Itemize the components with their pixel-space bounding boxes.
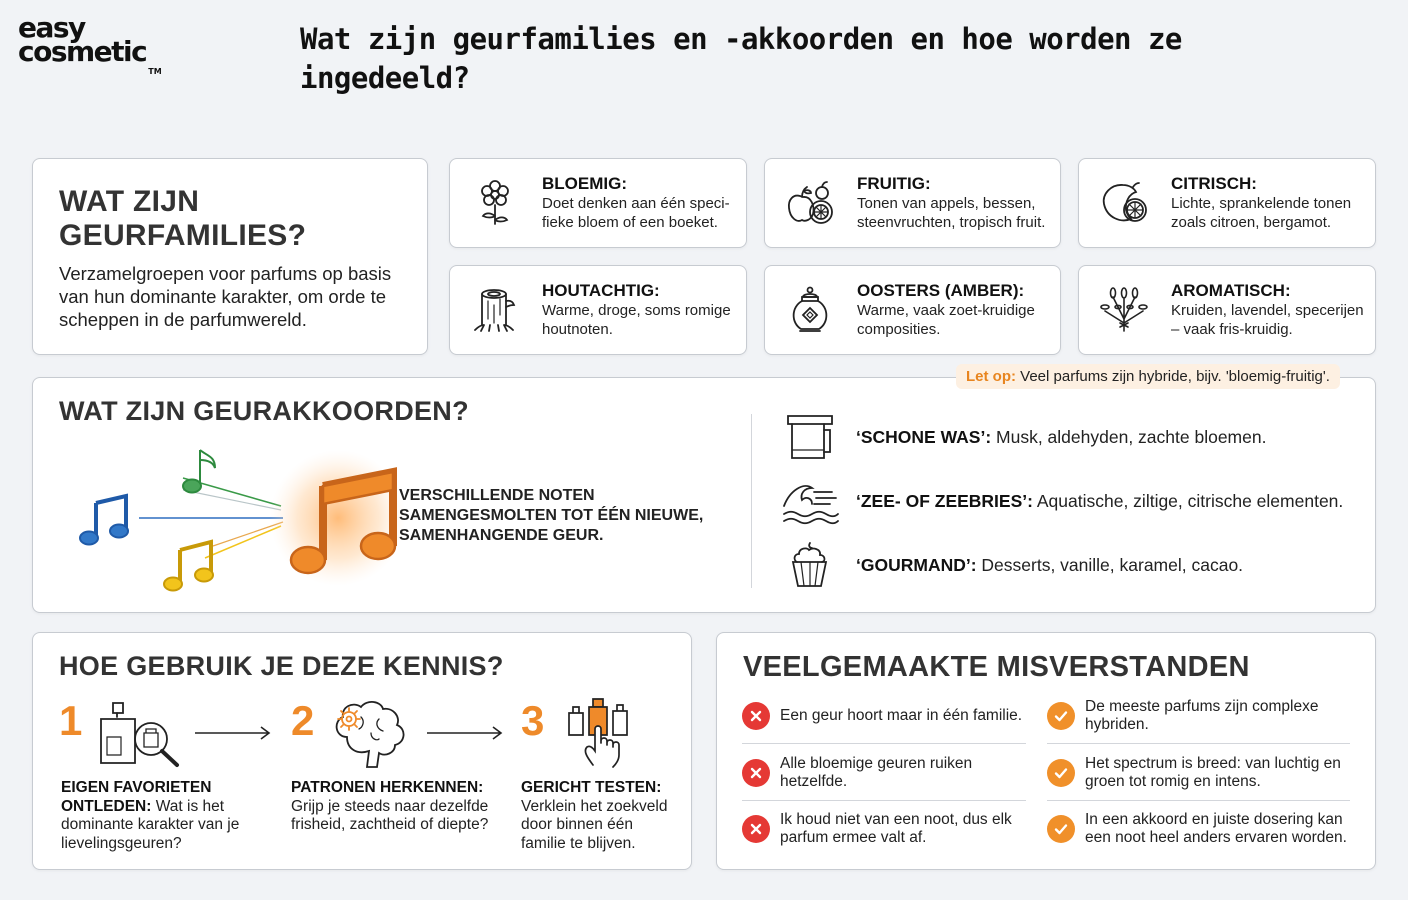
family-desc: Warme, droge, soms romige houtnoten. xyxy=(542,302,731,338)
usage-step-3: GERICHT TESTEN: Verklein het zoekveld door binnen één familie te blijven. xyxy=(521,779,668,852)
arrow-icon xyxy=(425,725,505,741)
bottles-hand-icon xyxy=(563,695,639,771)
brand-line1: easy xyxy=(18,11,85,44)
families-intro-card xyxy=(32,158,428,355)
step-number: 3 xyxy=(521,697,545,744)
misconceptions-heading: VEELGEMAAKTE MISVERSTANDEN xyxy=(743,651,1250,683)
accord-example-schone-was: ‘SCHONE WAS’: Musk, aldehyden, zachte bloemen. xyxy=(780,412,1266,462)
cupcake-icon xyxy=(780,540,840,590)
arrow-icon xyxy=(193,725,273,741)
family-title: HOUTACHTIG: xyxy=(542,281,660,300)
towel-icon xyxy=(780,412,840,462)
check-icon xyxy=(1047,759,1075,787)
families-heading: WAT ZIJN GEURFAMILIES? xyxy=(59,185,307,252)
accords-heading: WAT ZIJN GEURAKKOORDEN? xyxy=(59,396,469,426)
misconceptions-divider xyxy=(742,743,1026,744)
amber-jar-icon xyxy=(785,285,835,335)
family-desc: Doet denken aan één speci-fieke bloem of een boeket. xyxy=(542,195,730,231)
fact-item: De meeste parfums zijn complexe hybriden. xyxy=(1047,696,1357,736)
family-card-aromatisch xyxy=(1078,265,1376,355)
family-desc: Warme, vaak zoet-kruidige composities. xyxy=(857,302,1035,338)
myth-item: Alle bloemige geuren ruiken hetzelfde. xyxy=(742,753,1032,793)
wave-icon xyxy=(780,476,840,526)
accords-description: VERSCHILLENDE NOTEN SAMENGESMOLTEN TOT ÉÉN NIEUWE, SAMENHANGENDE GEUR. xyxy=(399,487,704,544)
families-description: Verzamelgroepen voor parfums op basis van hun dominante karakter, om orde te scheppen in de parfumwereld. xyxy=(59,263,392,330)
citrus-icon xyxy=(1099,178,1149,228)
misconceptions-divider xyxy=(1047,800,1350,801)
perfume-magnifier-icon xyxy=(95,697,185,769)
wrong-icon xyxy=(742,815,770,843)
family-title: AROMATISCH: xyxy=(1171,281,1291,300)
misconceptions-divider xyxy=(742,800,1026,801)
tree-stump-icon xyxy=(470,285,520,335)
step-number: 2 xyxy=(291,697,315,744)
family-title: FRUITIG: xyxy=(857,174,931,193)
brand-logo xyxy=(18,11,162,76)
usage-heading: HOE GEBRUIK JE DEZE KENNIS? xyxy=(59,651,504,681)
brand-line2: cosmetic™ xyxy=(18,35,162,76)
family-desc: Lichte, sprankelende tonen zoals citroen, bergamot. xyxy=(1171,195,1352,231)
family-title: BLOEMIG: xyxy=(542,174,627,193)
misconceptions-divider xyxy=(1047,743,1350,744)
accords-vertical-divider xyxy=(751,414,752,588)
usage-step-1: EIGEN FAVORIETEN ONTLEDEN: Wat is het dominante karakter van je lievelingsgeuren? xyxy=(61,779,240,852)
hybrid-note: Let op: Veel parfums zijn hybride, bijv. 'bloemig-fruitig'. xyxy=(956,364,1340,389)
family-title: CITRISCH: xyxy=(1171,174,1257,193)
step-number: 1 xyxy=(59,697,83,744)
family-desc: Tonen van appels, bessen, steenvruchten, tropisch fruit. xyxy=(857,195,1046,231)
family-card-bloemig xyxy=(449,158,747,248)
check-icon xyxy=(1047,702,1075,730)
family-card-fruitig xyxy=(764,158,1061,248)
wrong-icon xyxy=(742,759,770,787)
family-card-houtachtig xyxy=(449,265,747,355)
flower-icon xyxy=(470,178,520,228)
fact-item: Het spectrum is breed: van luchtig en groen tot romig en intens. xyxy=(1047,753,1357,793)
fruit-icon xyxy=(785,178,835,228)
page-title: Wat zijn geurfamilies en -akkoorden en hoe worden ze ingedeeld? xyxy=(300,22,1182,95)
family-card-oosters xyxy=(764,265,1061,355)
myth-item: Een geur hoort maar in één familie. xyxy=(742,702,1032,730)
family-card-citrisch xyxy=(1078,158,1376,248)
myth-item: Ik houd niet van een noot, dus elk parfum ermee valt af. xyxy=(742,809,1032,849)
accord-example-zee: ‘ZEE- OF ZEEBRIES’: Aquatische, ziltige, citrische elementen. xyxy=(780,476,1343,526)
herbs-icon xyxy=(1099,285,1149,335)
usage-step-2: PATRONEN HERKENNEN: Grijp je steeds naar dezelfde frisheid, zachtheid of diepte? xyxy=(291,779,489,833)
accord-example-gourmand: ‘GOURMAND’: Desserts, vanille, karamel, cacao. xyxy=(780,540,1243,590)
usage-card xyxy=(32,632,692,870)
fact-item: In een akkoord en juiste dosering kan een noot heel anders ervaren worden. xyxy=(1047,809,1367,849)
brain-gear-icon xyxy=(327,697,413,771)
family-title: OOSTERS (AMBER): xyxy=(857,281,1025,300)
music-notes-icon xyxy=(73,438,413,598)
wrong-icon xyxy=(742,702,770,730)
check-icon xyxy=(1047,815,1075,843)
family-desc: Kruiden, lavendel, specerijen – vaak fris-kruidig. xyxy=(1171,302,1364,338)
